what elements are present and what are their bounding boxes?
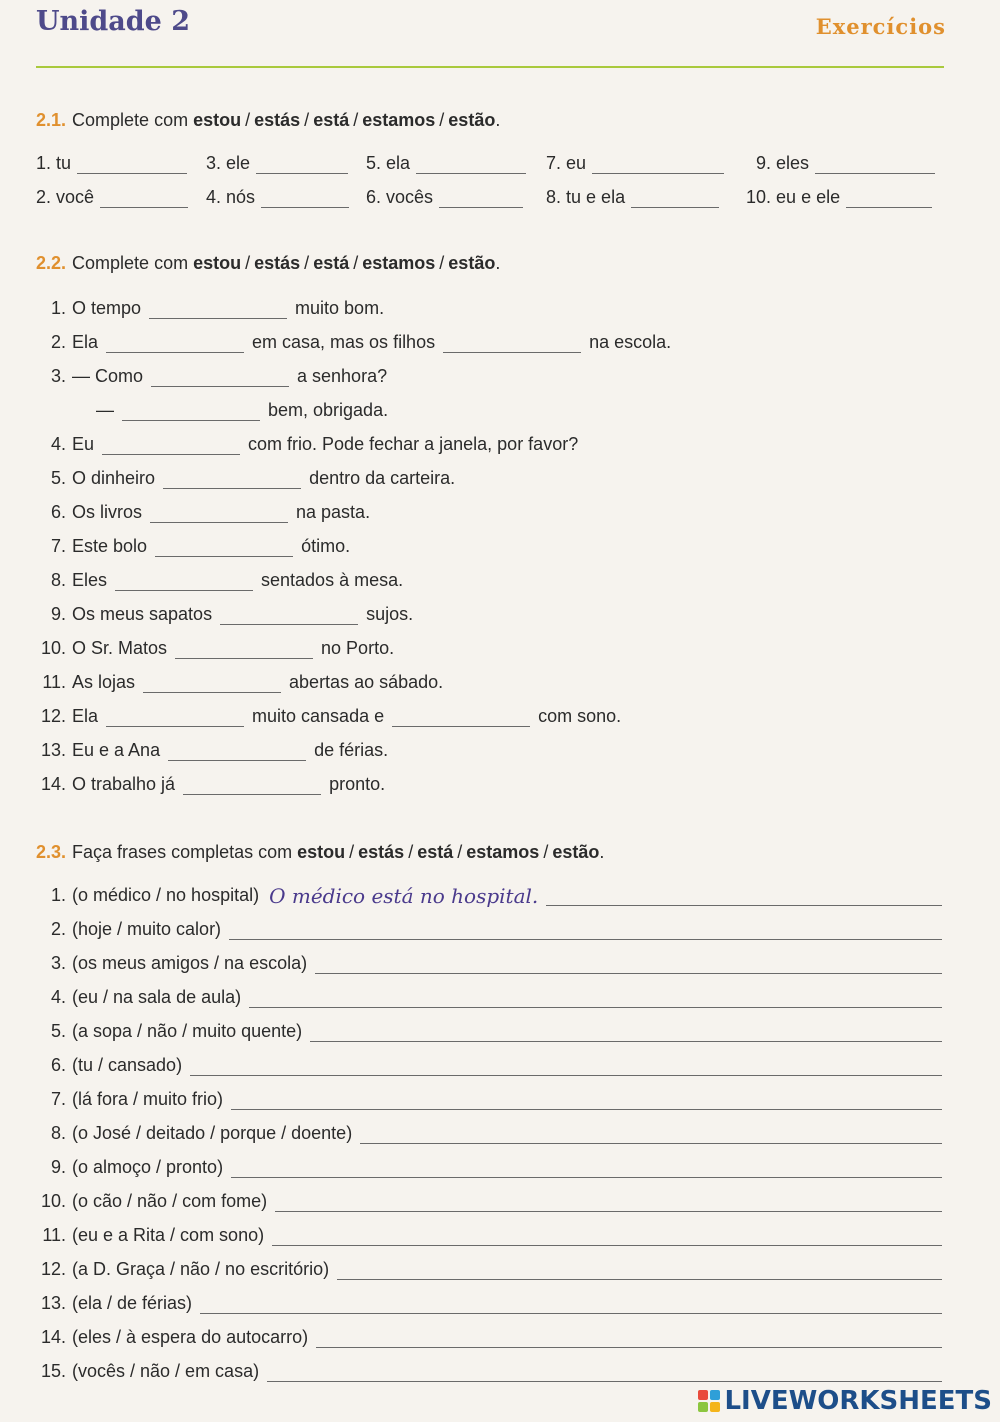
ex3-item: 7. (lá fora / muito frio) xyxy=(36,1084,942,1110)
ex2-item: — bem, obrigada. xyxy=(96,400,389,420)
verb: estamos xyxy=(362,110,436,130)
answer-blank[interactable] xyxy=(163,474,301,489)
ex3-item: 5. (a sopa / não / muito quente) xyxy=(36,1016,942,1042)
answer-blank[interactable] xyxy=(151,372,289,387)
verb: está xyxy=(313,110,350,130)
ex1-item: 3. ele xyxy=(206,150,348,174)
verb: estás xyxy=(254,253,301,273)
answer-line[interactable] xyxy=(231,1095,942,1110)
section-label: Exercícios xyxy=(815,14,946,39)
answer-blank[interactable] xyxy=(256,159,348,174)
ex3-item: 9. (o almoço / pronto) xyxy=(36,1152,942,1178)
ex2-item: 12. Ela muito cansada e com sono. xyxy=(40,706,622,726)
instruction-prefix: Faça frases completas com xyxy=(72,842,293,862)
verb: estás xyxy=(254,110,301,130)
answer-blank[interactable] xyxy=(416,159,526,174)
verb: estamos xyxy=(466,842,540,862)
ex3-item: 15. (vocês / não / em casa) xyxy=(36,1356,942,1382)
answer-line[interactable] xyxy=(190,1061,942,1076)
ex2-item: 13. Eu e a Ana de férias. xyxy=(40,740,389,760)
liveworksheets-logo-icon xyxy=(698,1390,720,1412)
answer-blank[interactable] xyxy=(155,542,293,557)
answer-line[interactable] xyxy=(272,1231,942,1246)
ex1-item: 1. tu xyxy=(36,150,187,174)
ex3-item: 3. (os meus amigos / na escola) xyxy=(36,948,942,974)
answer-line[interactable] xyxy=(275,1197,942,1212)
answer-blank[interactable] xyxy=(106,712,244,727)
verb: estou xyxy=(193,253,242,273)
verb: estamos xyxy=(362,253,436,273)
handwritten-answer: O médico está no hospital. xyxy=(269,884,539,908)
liveworksheets-watermark xyxy=(698,1386,992,1416)
answer-line[interactable] xyxy=(360,1129,942,1144)
ex2-item: 7. Este bolo ótimo. xyxy=(50,536,351,556)
ex3-item: 11. (eu e a Rita / com sono) xyxy=(36,1220,942,1246)
ex1-item: 9. eles xyxy=(756,150,935,174)
exercise-number: 2.1. xyxy=(36,110,67,130)
ex2-item: 3. — Como a senhora? xyxy=(50,366,388,386)
exercise-2-1-heading: 2.1. Complete com estou / estás / está / estamos / estão. xyxy=(36,110,501,130)
watermark-text: LIVEWORKSHEETS xyxy=(724,1386,992,1416)
answer-line[interactable] xyxy=(316,1333,942,1348)
answer-line[interactable] xyxy=(249,993,942,1008)
answer-blank[interactable] xyxy=(392,712,530,727)
answer-blank[interactable] xyxy=(106,338,244,353)
answer-line[interactable] xyxy=(231,1163,942,1178)
ex2-item: 6. Os livros na pasta. xyxy=(50,502,371,522)
ex1-item: 5. ela xyxy=(366,150,526,174)
ex2-item: 11. As lojas abertas ao sábado. xyxy=(42,672,444,692)
answer-blank[interactable] xyxy=(122,406,260,421)
answer-blank[interactable] xyxy=(443,338,581,353)
answer-blank[interactable] xyxy=(102,440,240,455)
ex3-item: 2. (hoje / muito calor) xyxy=(36,914,942,940)
ex3-item: 10. (o cão / não / com fome) xyxy=(36,1186,942,1212)
ex1-item: 6. vocês xyxy=(366,184,523,208)
exercise-number: 2.2. xyxy=(36,253,67,273)
ex3-item: 1. (o médico / no hospital) O médico está no hospital. xyxy=(36,880,942,906)
ex3-item: 13. (ela / de férias) xyxy=(36,1288,942,1314)
ex2-item: 5. O dinheiro dentro da carteira. xyxy=(50,468,456,488)
verb: estão xyxy=(552,842,600,862)
answer-blank[interactable] xyxy=(220,610,358,625)
verb: está xyxy=(417,842,454,862)
answer-blank[interactable] xyxy=(846,193,932,208)
answer-blank[interactable] xyxy=(183,780,321,795)
answer-blank[interactable] xyxy=(150,508,288,523)
ex3-item: 14. (eles / à espera do autocarro) xyxy=(36,1322,942,1348)
answer-blank[interactable] xyxy=(149,304,287,319)
answer-blank[interactable] xyxy=(815,159,935,174)
unit-title: Unidade 2 xyxy=(36,6,191,37)
ex2-item: 14. O trabalho já pronto. xyxy=(40,774,386,794)
answer-line[interactable] xyxy=(229,925,942,940)
verb: estão xyxy=(448,110,496,130)
ex1-item: 10. eu e ele xyxy=(746,184,932,208)
ex2-item: 1. O tempo muito bom. xyxy=(50,298,385,318)
answer-blank[interactable] xyxy=(77,159,187,174)
ex3-item: 4. (eu / na sala de aula) xyxy=(36,982,942,1008)
header-divider xyxy=(36,66,944,68)
ex2-item: 8. Eles sentados à mesa. xyxy=(50,570,404,590)
answer-line[interactable] xyxy=(315,959,942,974)
ex2-item: 9. Os meus sapatos sujos. xyxy=(50,604,414,624)
exercise-2-3-heading: 2.3. Faça frases completas com estou / estás / está / estamos / estão. xyxy=(36,842,605,862)
answer-blank[interactable] xyxy=(439,193,523,208)
ex3-item: 8. (o José / deitado / porque / doente) xyxy=(36,1118,942,1144)
verb: estou xyxy=(193,110,242,130)
answer-blank[interactable] xyxy=(175,644,313,659)
answer-blank[interactable] xyxy=(592,159,724,174)
ex2-item: 4. Eu com frio. Pode fechar a janela, por favor? xyxy=(50,434,579,454)
ex1-item: 7. eu xyxy=(546,150,724,174)
verb: estou xyxy=(297,842,346,862)
ex2-item: 2. Ela em casa, mas os filhos na escola. xyxy=(50,332,672,352)
verb: estás xyxy=(358,842,405,862)
ex1-item: 4. nós xyxy=(206,184,349,208)
answer-line[interactable] xyxy=(310,1027,942,1042)
exercise-number: 2.3. xyxy=(36,842,67,862)
ex3-item: 6. (tu / cansado) xyxy=(36,1050,942,1076)
verb: estão xyxy=(448,253,496,273)
instruction-prefix: Complete com xyxy=(72,253,189,273)
ex2-item: 10. O Sr. Matos no Porto. xyxy=(40,638,395,658)
exercise-2-2-heading: 2.2. Complete com estou / estás / está / estamos / estão. xyxy=(36,253,501,273)
answer-line[interactable] xyxy=(267,1367,942,1382)
answer-blank[interactable] xyxy=(100,193,188,208)
answer-blank[interactable] xyxy=(168,746,306,761)
ex3-item: 12. (a D. Graça / não / no escritório) xyxy=(36,1254,942,1280)
instruction-prefix: Complete com xyxy=(72,110,189,130)
answer-line[interactable] xyxy=(337,1265,942,1280)
ex1-item: 8. tu e ela xyxy=(546,184,719,208)
answer-blank[interactable] xyxy=(261,193,349,208)
answer-blank[interactable] xyxy=(115,576,253,591)
answer-blank[interactable] xyxy=(631,193,719,208)
answer-line[interactable] xyxy=(546,891,942,906)
ex1-item: 2. você xyxy=(36,184,188,208)
answer-blank[interactable] xyxy=(143,678,281,693)
answer-line[interactable] xyxy=(200,1299,942,1314)
verb: está xyxy=(313,253,350,273)
